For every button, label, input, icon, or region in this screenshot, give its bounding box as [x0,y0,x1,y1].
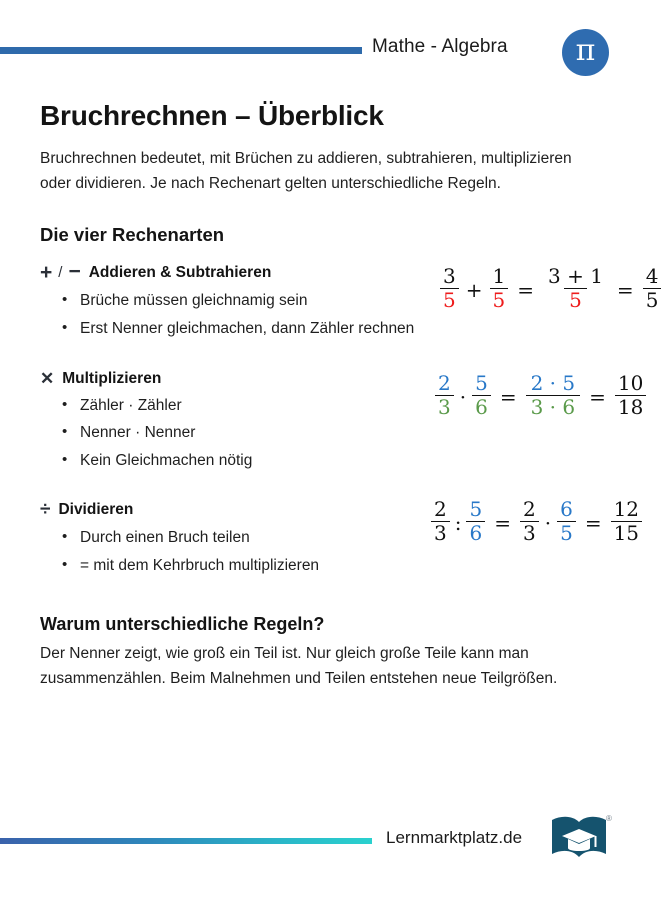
list-item: • = mit dem Kehrbruch multiplizieren [62,554,437,578]
intro-paragraph: Bruchrechnen bedeutet, mit Brüchen zu addieren, subtrahieren, multiplizieren oder dividieren. Je nach Rechenart gelten unterschiedliche Regeln. [40,150,572,193]
operation-label-multiply: Multiplizieren [62,370,162,388]
fraction [643,266,662,311]
graduation-cap-book-icon [548,812,610,870]
registered-trademark-mark: ® [606,814,612,823]
numerator: 6 [560,497,573,522]
operator-equals: = [584,510,602,535]
fraction [490,266,509,311]
footer-brand-label: Lernmarktplatz.de [386,828,523,847]
page-footer [0,814,645,909]
numerator: 1 [492,264,506,289]
operator-equals: = [589,384,606,409]
fraction [472,373,491,418]
list-item: • Durch einen Bruch teilen [62,526,437,550]
numerator: 10 [617,371,644,396]
operation-block-divide [0,499,645,578]
header-subject-label: Mathe - Algebra [372,36,508,57]
pi-glyph: π [575,32,596,68]
fraction [615,373,646,418]
operation-block-multiply [0,369,645,473]
numerator: 3 [443,264,456,289]
header-accent-rule [0,47,362,54]
fraction [611,499,642,544]
denominator: 3 [435,395,454,418]
denominator: 3 [520,521,539,544]
operation-label-divide: Dividieren [58,501,134,519]
fraction [543,266,608,311]
list-item: • Erst Nenner gleichmachen, dann Zähler rechnen [62,317,437,341]
denominator: 5 [564,288,587,311]
fraction [466,499,485,544]
multiply-icon: ✕ [40,369,55,389]
formula-divide [428,499,645,544]
operation-label-add-subtract: Addieren & Subtrahieren [88,263,272,281]
list-item: • Kein Gleichmachen nötig [62,449,437,473]
footer-accent-rule [0,838,372,844]
numerator: 4 [645,264,659,289]
fraction [440,266,459,311]
fraction [435,373,454,418]
denominator: 5 [643,288,662,311]
plus-icon: + [40,261,53,285]
operator-plus: + [465,277,483,302]
closing-heading: Warum unterschiedliche Regeln? [40,613,325,634]
denominator: 5 [557,521,576,544]
fraction [526,373,581,418]
operation-bullets-multiply [40,394,437,473]
formula-multiply [432,373,649,418]
slash-separator: / [58,263,63,281]
numerator: 3 + 1 [548,264,603,289]
list-item: • Nenner · Nenner [62,421,437,445]
divide-icon: ÷ [40,499,51,521]
pi-icon [562,29,609,76]
list-item: • Zähler · Zähler [62,394,437,418]
list-item: • Brüche müssen gleichnamig sein [62,289,437,313]
denominator: 6 [472,395,491,418]
minus-icon: − [68,260,81,284]
denominator: 18 [615,395,646,418]
page-content [0,92,659,692]
numerator: 5 [469,497,483,522]
numerator: 2 · 5 [530,371,576,396]
denominator: 15 [611,521,642,544]
formula-add-subtract [437,266,664,311]
fraction [520,499,539,544]
numerator: 2 [434,497,447,522]
section-heading-operations: Die vier Rechenarten [40,224,225,246]
operator-equals: = [494,510,511,535]
operator-dot: · [544,510,552,535]
numerator: 2 [438,371,451,396]
fraction [557,499,576,544]
denominator: 6 [466,521,485,544]
denominator: 3 [431,521,450,544]
operation-bullets-divide [40,526,437,578]
page-title: Bruchrechnen – Überblick [40,100,384,131]
operation-block-add-subtract [0,260,659,341]
numerator: 5 [475,371,488,396]
operation-bullets-add-subtract [40,289,437,341]
operator-equals: = [616,277,634,302]
operator-equals: = [517,277,534,302]
operator-dot: · [459,384,467,409]
closing-section [0,614,624,692]
page-header [0,0,645,92]
numerator: 12 [613,497,640,522]
denominator: 5 [490,288,509,311]
denominator: 5 [440,288,459,311]
closing-text: Der Nenner zeigt, wie groß ein Teil ist. Nur gleich große Teile kann man zusammenzählen. Beim Malnehmen und Teilen entstehen neue Teilgrößen. [40,644,558,687]
fraction [431,499,450,544]
operator-colon: : [454,510,462,535]
numerator: 2 [522,497,536,522]
denominator: 3 · 6 [526,395,581,418]
operator-equals: = [499,384,517,409]
